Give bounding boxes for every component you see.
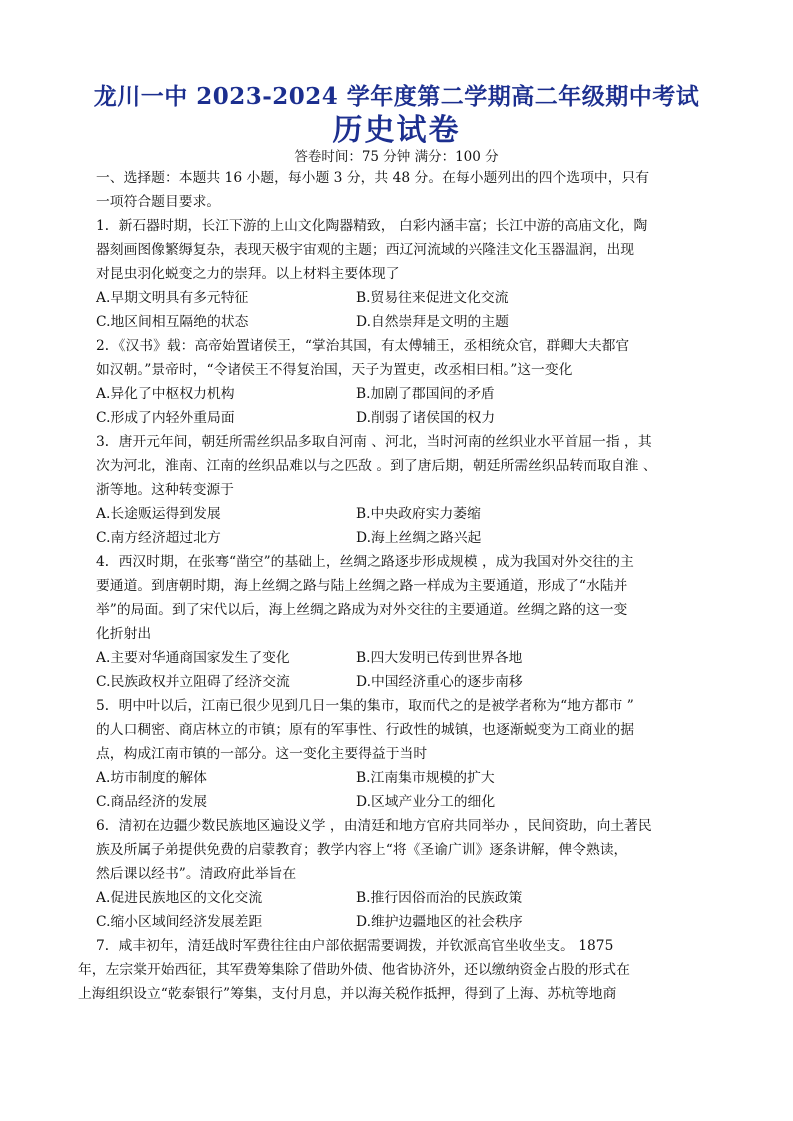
- question-2-option-c[interactable]: C.形成了内轻外重局面: [96, 410, 235, 426]
- question-5-option-d[interactable]: D.区域产业分工的细化: [356, 794, 496, 810]
- question-6-option-b[interactable]: B.推行因俗而治的民族政策: [356, 890, 523, 906]
- question-2-option-b[interactable]: B.加剧了郡国间的矛盾: [356, 386, 495, 402]
- question-6-option-a[interactable]: A.促进民族地区的文化交流: [96, 890, 263, 906]
- question-7-line: 上海组织设立“乾泰银行”筹集，支付月息，并以海关税作抵押，得到了上海、苏杭等地商: [78, 986, 617, 1002]
- question-7-line: 7．咸丰初年，清廷战时军费往往由户部依据需要调拨，并钦派高官坐收坐支。 1875: [96, 938, 614, 954]
- question-2-line: 如汉朝。”景帝时，“令诸侯王不得复治国，天子为置吏，改丞相曰相。”这一变化: [96, 362, 573, 378]
- question-4-option-b[interactable]: B.四大发明已传到世界各地: [356, 650, 523, 666]
- section-intro-line: 一、选择题：本题共 16 小题，每小题 3 分，共 48 分。在每小题列出的四个选项中，只有: [96, 170, 650, 186]
- question-3-option-d[interactable]: D.海上丝绸之路兴起: [356, 530, 482, 546]
- question-6-line: 族及所属子弟提供免费的启蒙教育；教学内容上“将《圣谕广训》逐条讲解，俾令熟读，: [96, 842, 628, 858]
- question-1-line: 器刻画图像繁缛复杂，表现天极宇宙观的主题；西辽河流域的兴隆洼文化玉器温润，出现: [96, 242, 635, 258]
- question-1-line: 对昆虫羽化蜕变之力的崇拜。以上材料主要体现了: [96, 266, 400, 282]
- question-5-option-c[interactable]: C.商品经济的发展: [96, 794, 208, 810]
- question-6-line: 6．清初在边疆少数民族地区遍设义学 ，由清廷和地方官府共同举办 ，民间资助，向土著民: [96, 818, 652, 834]
- question-4-line: 4．西汉时期，在张骞“凿空”的基础上，丝绸之路逐步形成规模 ，成为我国对外交往的主: [96, 554, 634, 570]
- question-4-option-a[interactable]: A.主要对华通商国家发生了变化: [96, 650, 290, 666]
- question-4-option-d[interactable]: D.中国经济重心的逐步南移: [356, 674, 523, 690]
- question-5-line: 点，构成江南市镇的一部分。这一变化主要得益于当时: [96, 746, 428, 762]
- question-3-option-b[interactable]: B.中央政府实力萎缩: [356, 506, 481, 522]
- exam-meta: 答卷时间：75 分钟 满分：100 分: [294, 149, 499, 165]
- question-1-option-a[interactable]: A.早期文明具有多元特征: [96, 290, 249, 306]
- question-3-line: 3．唐开元年间，朝廷所需丝织品多取自河南 、河北，当时河南的丝织业水平首屈一指 ，其: [96, 434, 652, 450]
- question-2-option-a[interactable]: A.异化了中枢权力机构: [96, 386, 235, 402]
- question-4-line: 要通道。到唐朝时期，海上丝绸之路与陆上丝绸之路一样成为主要通道，形成了“水陆并: [96, 578, 628, 594]
- question-3-option-a[interactable]: A.长途贩运得到发展: [96, 506, 221, 522]
- question-4-option-c[interactable]: C.民族政权并立阻碍了经济交流: [96, 674, 290, 690]
- exam-title: 龙川一中 2023-2024 学年度第二学期高二年级期中考试: [93, 83, 700, 110]
- question-4-line: 化折射出: [96, 626, 152, 642]
- question-5-option-b[interactable]: B.江南集市规模的扩大: [356, 770, 495, 786]
- question-1-option-d[interactable]: D.自然崇拜是文明的主题: [356, 314, 509, 330]
- question-2-line: 2．《汉书》载：高帝始置诸侯王，“掌治其国，有太傅辅王，丞相统众官，群卿大夫都官: [96, 338, 630, 354]
- question-7-line: 年，左宗棠开始西征，其军费筹集除了借助外债、他省协济外，还以缴纳资金占股的形式在: [78, 962, 630, 978]
- question-3-option-c[interactable]: C.南方经济超过北方: [96, 530, 221, 546]
- question-3-line: 浙等地。这种转变源于: [96, 482, 234, 498]
- question-6-option-c[interactable]: C.缩小区域间经济发展差距: [96, 914, 263, 930]
- question-5-line: 的人口稠密、商店林立的市镇；原有的军事性、行政性的城镇，也逐渐蜕变为工商业的据: [96, 722, 635, 738]
- question-5-option-a[interactable]: A.坊市制度的解体: [96, 770, 207, 786]
- question-1-option-c[interactable]: C.地区间相互隔绝的状态: [96, 314, 249, 330]
- question-2-option-d[interactable]: D.削弱了诸侯国的权力: [356, 410, 496, 426]
- question-1-line: 1．新石器时期，长江下游的上山文化陶器精致， 白彩内涵丰富；长江中游的高庙文化，陶: [96, 218, 648, 234]
- question-6-option-d[interactable]: D.维护边疆地区的社会秩序: [356, 914, 523, 930]
- question-4-line: 举”的局面。到了宋代以后，海上丝绸之路成为对外交往的主要通道。丝绸之路的这一变: [96, 602, 628, 618]
- question-1-option-b[interactable]: B.贸易往来促进文化交流: [356, 290, 509, 306]
- subject-title: 历史试卷: [332, 113, 461, 148]
- question-5-line: 5．明中叶以后，江南已很少见到几日一集的集市，取而代之的是被学者称为“地方都市 ”: [96, 698, 634, 714]
- question-6-line: 然后课以经书”。清政府此举旨在: [96, 866, 297, 882]
- question-3-line: 次为河北，淮南、江南的丝织品难以与之匹敌 。到了唐后期，朝廷所需丝织品转而取自淮 、: [96, 458, 657, 474]
- section-intro-line: 一项符合题目要求。: [96, 194, 221, 210]
